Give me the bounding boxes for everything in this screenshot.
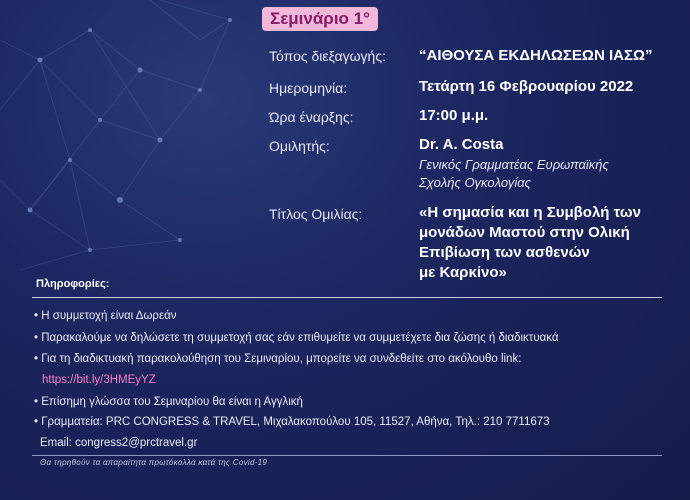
speaker-role-line-2: Σχολής Ογκολογίας	[419, 175, 531, 190]
seminar-badge: Σεμινάριο 1°	[262, 7, 378, 31]
info-divider	[32, 297, 662, 298]
secretariat-email[interactable]: Email: congress2@prctravel.gr	[40, 437, 198, 449]
talk-title-line-4: με Καρκίνο»	[419, 264, 507, 281]
info-bullet-register: • Παρακαλούμε να δηλώσετε τη συμμετοχή σας εάν επιθυμείτε να συμμετέχετε δια ζώσης ή διαδικτυακά	[34, 332, 559, 344]
talk-title-line-1: «Η σημασία και η Συμβολή των	[419, 204, 641, 221]
time-value: 17:00 μ.μ.	[419, 107, 489, 124]
speaker-name: Dr. A. Costa	[419, 136, 504, 153]
covid-note: Θα τηρηθούν τα απαραίτητα πρωτόκολλα κατά της Covid-19	[40, 458, 268, 467]
info-bullet-free: • Η συμμετοχή είναι Δωρεάν	[34, 310, 177, 322]
talk-title-line-3: Επιβίωση των ασθενών	[419, 244, 590, 261]
speaker-role-line-1: Γενικός Γραμματέας Ευρωπαϊκής	[419, 157, 609, 172]
speaker-label: Ομιλητής:	[269, 138, 330, 154]
info-bullet-secretariat: • Γραμματεία: PRC CONGRESS & TRAVEL, Μιχαλακοπούλου 105, 11527, Αθήνα, Τηλ.: 210 7711673	[34, 416, 550, 428]
footer-divider	[32, 455, 662, 456]
info-bullet-online: • Για τη διαδικτυακή παρακολούθηση του Σεμιναρίου, μπορείτε να συνδεθείτε στο ακόλουθο link:	[34, 353, 522, 365]
info-heading: Πληροφορίες:	[36, 278, 110, 290]
online-link[interactable]: https://bit.ly/3HMEyYZ	[42, 374, 156, 386]
talk-title-line-2: μονάδων Μαστού στην Ολική	[419, 224, 630, 241]
date-value: Τετάρτη 16 Φεβρουαρίου 2022	[419, 78, 634, 95]
venue-label: Τόπος διεξαγωγής:	[269, 48, 386, 64]
talk-title-label: Τίτλος Ομιλίας:	[269, 206, 363, 222]
venue-value: “ΑΙΘΟΥΣΑ ΕΚΔΗΛΩΣΕΩΝ ΙΑΣΩ”	[419, 47, 653, 64]
info-bullet-language: • Επίσημη γλώσσα του Σεμιναρίου θα είναι η Αγγλική	[34, 396, 303, 408]
date-label: Ημερομηνία:	[269, 80, 348, 96]
time-label: Ώρα έναρξης:	[269, 109, 354, 125]
